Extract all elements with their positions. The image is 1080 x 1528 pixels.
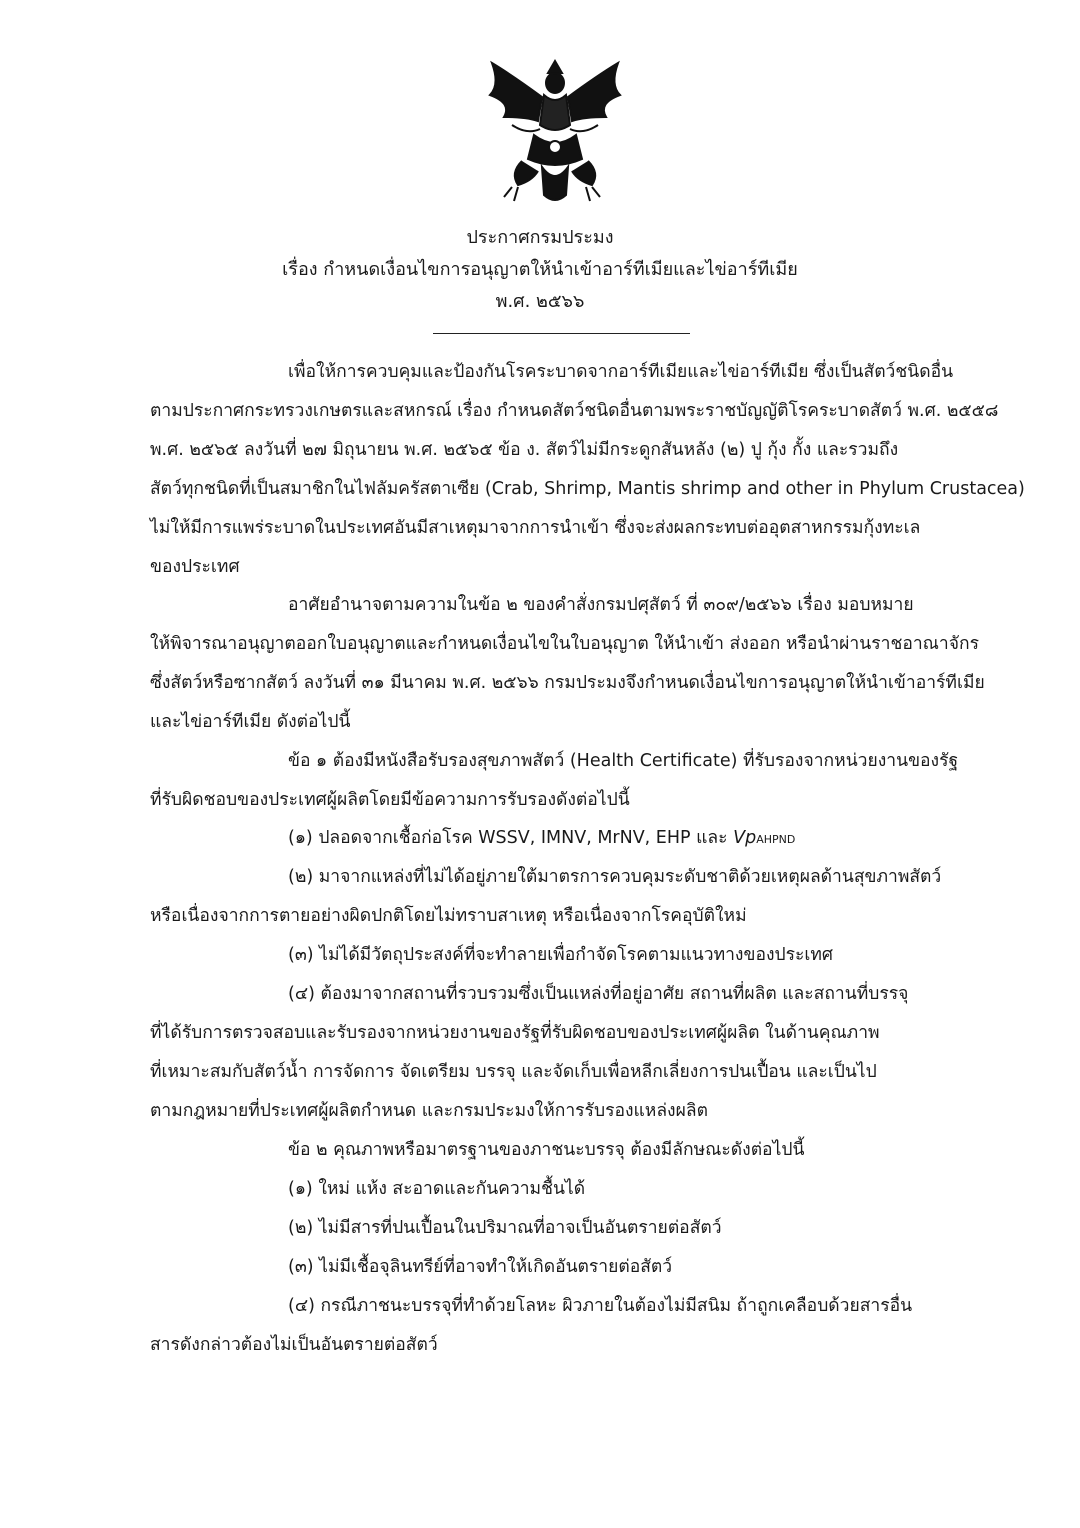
clause-1-item-1-text: (๑) ปลอดจากเชื้อก่อโรค WSSV, IMNV, MrNV, EHP และ [288,828,728,848]
clause-1-item-4: (๔) ต้องมาจากสถานที่รวบรวมซึ่งเป็นแหล่งที่อยู่อาศัย สถานที่ผลิต และสถานที่บรรจุ [288,984,909,1004]
clause-1-item-4-cont: ที่เหมาะสมกับสัตว์น้ำ การจัดการ จัดเตรียม บรรจุ และจัดเก็บเพื่อหลีกเลี่ยงการปนเปื้อน และเป็นไป [150,1062,877,1082]
clause-1-line: ที่รับผิดชอบของประเทศผู้ผลิตโดยมีข้อความการรับรองดังต่อไปนี้ [150,790,630,810]
vp-label: Vp [733,828,757,848]
clause-1-item-1 [288,826,795,852]
body-line: พ.ศ. ๒๕๖๕ ลงวันที่ ๒๗ มิถุนายน พ.ศ. ๒๕๖๕ ข้อ ง. สัตว์ไม่มีกระดูกสันหลัง (๒) ปู กุ้ง กั้ง และรวมถึง [150,440,899,460]
body-line: และไข่อาร์ทีเมีย ดังต่อไปนี้ [150,712,351,732]
body-line: สัตว์ทุกชนิดที่เป็นสมาชิกในไฟลัมครัสตาเซีย (Crab, Shrimp, Mantis shrimp and other in Phylum Crustacea) [150,479,1025,499]
clause-1-item-4-cont: ตามกฎหมายที่ประเทศผู้ผลิตกำหนด และกรมประมงให้การรับรองแหล่งผลิต [150,1101,708,1121]
clause-1-line: ข้อ ๑ ต้องมีหนังสือรับรองสุขภาพสัตว์ (Health Certificate) ที่รับรองจากหน่วยงานของรัฐ [288,751,959,771]
vp-subscript: AHPND [756,833,796,846]
garuda-emblem-icon [482,55,628,207]
clause-1-item-4-cont: ที่ได้รับการตรวจสอบและรับรองจากหน่วยงานของรัฐที่รับผิดชอบของประเทศผู้ผลิต ในด้านคุณภาพ [150,1023,880,1043]
clause-1-item-2: (๒) มาจากแหล่งที่ไม่ได้อยู่ภายใต้มาตรการควบคุมระดับชาติด้วยเหตุผลด้านสุขภาพสัตว์ [288,867,942,887]
clause-1-item-2-cont: หรือเนื่องจากการตายอย่างผิดปกติโดยไม่ทราบสาเหตุ หรือเนื่องจากโรคอุบัติใหม่ [150,906,747,926]
title-divider [433,333,690,334]
clause-2-line: ข้อ ๒ คุณภาพหรือมาตรฐานของภาชนะบรรจุ ต้องมีลักษณะดังต่อไปนี้ [288,1140,805,1160]
clause-2-item-2: (๒) ไม่มีสารที่ปนเปื้อนในปริมาณที่อาจเป็นอันตรายต่อสัตว์ [288,1218,722,1238]
clause-2-item-3: (๓) ไม่มีเชื้อจุลินทรีย์ที่อาจทำให้เกิดอันตรายต่อสัตว์ [288,1257,673,1277]
body-line: ซึ่งสัตว์หรือซากสัตว์ ลงวันที่ ๓๑ มีนาคม พ.ศ. ๒๕๖๖ กรมประมงจึงกำหนดเงื่อนไขการอนุญาตให้นำเข้าอาร์ทีเมีย [150,673,985,693]
document-year: พ.ศ. ๒๕๖๖ [495,291,585,312]
clause-2-item-1: (๑) ใหม่ แห้ง สะอาดและกันความชื้นได้ [288,1179,586,1199]
body-line: ตามประกาศกระทรวงเกษตรและสหกรณ์ เรื่อง กำหนดสัตว์ชนิดอื่นตามพระราชบัญญัติโรคระบาดสัตว์ พ.ศ. ๒๕๕๘ [150,401,999,421]
body-line: อาศัยอำนาจตามความในข้อ ๒ ของคำสั่งกรมปศุสัตว์ ที่ ๓๐๙/๒๕๖๖ เรื่อง มอบหมาย [288,595,914,615]
body-line: เพื่อให้การควบคุมและป้องกันโรคระบาดจากอาร์ทีเมียและไข่อาร์ทีเมีย ซึ่งเป็นสัตว์ชนิดอื่น [288,362,954,382]
body-line: ของประเทศ [150,557,240,577]
body-line: ไม่ให้มีการแพร่ระบาดในประเทศอันมีสาเหตุมาจากการนำเข้า ซึ่งจะส่งผลกระทบต่ออุตสาหกรรมกุ้งทะเล [150,518,921,538]
clause-2-item-4: (๔) กรณีภาชนะบรรจุที่ทำด้วยโลหะ ผิวภายในต้องไม่มีสนิม ถ้าถูกเคลือบด้วยสารอื่น [288,1296,913,1316]
clause-2-item-4-cont: สารดังกล่าวต้องไม่เป็นอันตรายต่อสัตว์ [150,1335,438,1355]
clause-1-item-3: (๓) ไม่ได้มีวัตถุประสงค์ที่จะทำลายเพื่อกำจัดโรคตามแนวทางของประเทศ [288,945,834,965]
document-title: ประกาศกรมประมง [466,227,614,248]
body-line: ให้พิจารณาอนุญาตออกใบอนุญาตและกำหนดเงื่อนไขในใบอนุญาต ให้นำเข้า ส่งออก หรือนำผ่านราชอาณาจักร [150,634,979,654]
document-subject: เรื่อง กำหนดเงื่อนไขการอนุญาตให้นำเข้าอาร์ทีเมียและไข่อาร์ทีเมีย [282,259,798,280]
